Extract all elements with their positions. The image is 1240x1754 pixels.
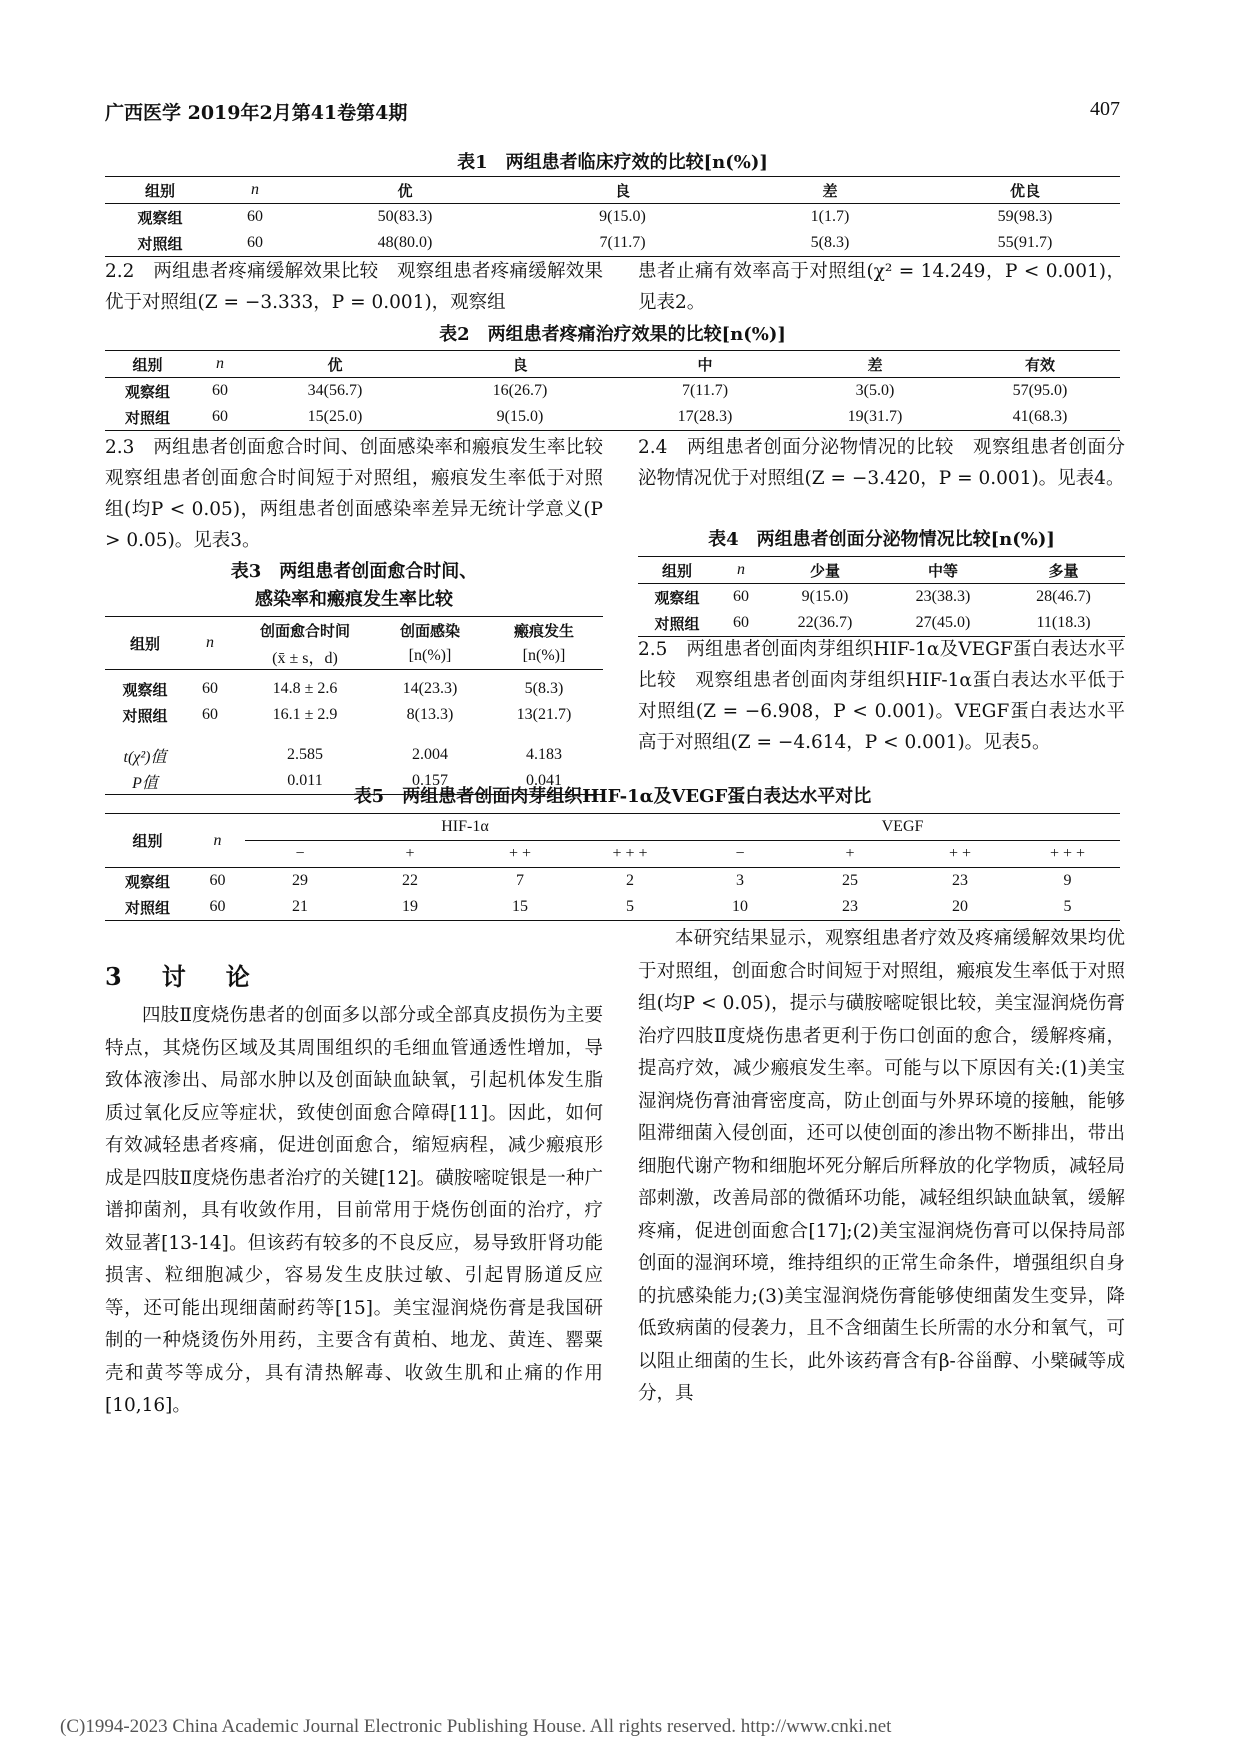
table-cell: 60 (716, 610, 766, 637)
table-header-cell: 创面愈合时间 (235, 617, 375, 644)
table-cell: 60 (733, 588, 749, 605)
table-header-cell: 组别 (105, 177, 215, 204)
table4-caption: 表4 两组患者创面分泌物情况比较[n(%)] (708, 529, 1055, 550)
discussion-right: 本研究结果显示，观察组患者疗效及疼痛缓解效果均优于对照组，创面愈合时间短于对照组，瘢痕发生率低于对照组(均P < 0.05)，提示与磺胺嘧啶银比较，美宝湿润烧伤膏治疗四肢Ⅱ度烧伤患者更利于伤口创面的愈合，缓解疼痛，提高疗效，减少瘢痕发生率。可能与以下原因有关:(1)美宝湿润烧伤膏油膏密度高，防止创面与外界环境的接触，能够阻滞细菌入侵创面，还可以使创面的渗出物不断排出，带出细胞代谢产物和细胞坏死分解后所释放的化学物质，减轻局部刺激，改善局部的微循环功能，减轻组织缺血缺氧，缓解疼痛，促进创面愈合[17];(2)美宝湿润烧伤膏可以保持局部创面的湿润环境，维持组织的正常生命条件，增强组织自身的抗感染能力;(3)美宝湿润烧伤膏能够使细菌发生变异，降低致病菌的侵袭力，且不含细菌生长所需的水分和氧气，可以阻止细菌的生长，此外该药膏含有β-谷甾醇、小檗碱等成分，具 (638, 928, 1125, 1404)
table-subheader-cell: + + + (575, 841, 685, 868)
table-header-row (638, 557, 1125, 584)
table-cell: 3 (736, 872, 744, 889)
table-header-cell: 中等 (884, 557, 1002, 584)
table-subheader-cell: − (245, 841, 355, 868)
table-header-cell: 多量 (1002, 557, 1125, 584)
table3-caption (105, 558, 603, 614)
table-cell: 对照组 (105, 404, 190, 431)
table-cell: 2.585 (287, 746, 323, 763)
table4 (638, 556, 1125, 637)
table-header-cell: HIF-1α (245, 814, 685, 841)
section-2-5: 2.5 两组患者创面肉芽组织HIF-1α及VEGF蛋白表达水平比较 观察组患者创面肉芽组织HIF-1α蛋白表达水平低于对照组(Z = −6.908，P < 0.001)。VEGF蛋白表达水平高于对照组(Z = −4.614，P < 0.001)。见表5。 (638, 639, 1125, 753)
table-header-cell: 组别 (105, 814, 190, 868)
table-cell: t(χ²)值 (123, 748, 167, 766)
table-cell: 4.183 (526, 746, 562, 763)
table1 (105, 176, 1120, 257)
table-cell: 0.041 (485, 768, 603, 795)
table-row (105, 868, 1120, 895)
table-cell: 19(31.7) (790, 404, 960, 431)
table-cell: 9(15.0) (801, 588, 849, 605)
table-cell: 1(1.7) (810, 208, 850, 225)
table-cell: 22 (402, 872, 418, 889)
table-cell: 2 (626, 872, 634, 889)
table-header-cell: 优良 (930, 177, 1120, 204)
table-row (105, 404, 1120, 431)
table3-caption-line: 表3 两组患者创面愈合时间、 (230, 561, 478, 582)
table-cell: 25 (842, 872, 858, 889)
table-cell: 19 (355, 894, 465, 921)
table-subheader-cell: + (795, 841, 905, 868)
section-3-title: 3 讨 论 (105, 962, 258, 991)
table-header-cell: VEGF (685, 814, 1120, 841)
table-header-cell: n (190, 351, 250, 378)
table-cell: 16(26.7) (492, 382, 548, 399)
table-header-cell: 创面感染 (375, 617, 485, 644)
table-cell: 48(80.0) (295, 230, 515, 257)
table-subheader-cell: [n(%)] (375, 643, 485, 670)
table-header-row (105, 177, 1120, 204)
table-cell: 观察组 (122, 680, 168, 699)
table-cell: 观察组 (654, 588, 700, 607)
table-row (638, 610, 1125, 637)
table5 (105, 813, 1120, 921)
table-header-cell: 优 (250, 351, 420, 378)
table-cell: 60 (190, 894, 245, 921)
table-subheader-cell: + + (465, 841, 575, 868)
table-subheader-row (105, 841, 1120, 868)
journal-title: 广西医学 2019年2月第41卷第4期 (105, 102, 408, 124)
table-cell: 9 (1063, 872, 1072, 889)
table-header-cell: 差 (790, 351, 960, 378)
section-2-2-left: 2.2 两组患者疼痛缓解效果比较 观察组患者疼痛缓解效果优于对照组(Z = −3.333，P = 0.001)，观察组 (105, 261, 603, 313)
table-cell: P值 (105, 768, 185, 795)
table-cell: 60 (202, 706, 218, 723)
table-cell: 对照组 (122, 706, 168, 725)
discussion-left: 四肢Ⅱ度烧伤患者的创面多以部分或全部真皮损伤为主要特点，其烧伤区域及其周围组织的毛细血管通透性增加，导致体液渗出、局部水肿以及创面缺血缺氧，引起机体发生脂质过氧化反应等症状，致使创面愈合障碍[11]。因此，如何有效减轻患者疼痛，促进创面愈合，缩短病程，减少瘢痕形成是四肢Ⅱ度烧伤患者治疗的关键[12]。磺胺嘧啶银是一种广谱抑菌剂，具有收敛作用，目前常用于烧伤创面的治疗，疗效显著[13-14]。但该药有较多的不良反应，易导致肝肾功能损害、粒细胞减少，容易发生皮肤过敏、引起胃肠道反应等，还可能出现细菌耐药等[15]。美宝湿润烧伤膏是我国研制的一种烧烫伤外用药，主要含有黄柏、地龙、黄连、罂粟壳和黄芩等成分，具有清热解毒、收敛生肌和止痛的作用[10,16]。 (105, 1005, 603, 1416)
table-cell: 23 (952, 872, 968, 889)
table-cell: 14.8 ± 2.6 (272, 680, 338, 697)
table-header-row (105, 814, 1120, 841)
table-cell: 55(91.7) (930, 230, 1120, 257)
table-cell: 3(5.0) (855, 382, 895, 399)
section-2-4: 2.4 两组患者创面分泌物情况的比较 观察组患者创面分泌物情况优于对照组(Z = −3.420，P = 0.001)。见表4。 (638, 437, 1125, 489)
table-header-row (105, 351, 1120, 378)
table-cell: 59(98.3) (997, 208, 1053, 225)
table-cell: 14(23.3) (402, 680, 458, 697)
table-cell: 观察组 (124, 872, 170, 891)
table3-caption-line: 感染率和瘢痕发生率比较 (255, 589, 453, 610)
table-cell: 7(11.7) (515, 230, 730, 257)
table1-caption: 表1 两组患者临床疗效的比较[n(%)] (457, 152, 768, 173)
table-cell: 5 (1015, 894, 1120, 921)
table5-caption: 表5 两组患者创面肉芽组织HIF-1α及VEGF蛋白表达水平对比 (353, 786, 872, 807)
table-cell: 对照组 (105, 894, 190, 921)
table-row (105, 230, 1120, 257)
table-row (105, 894, 1120, 921)
page-number: 407 (1090, 98, 1120, 120)
table-cell: 23 (795, 894, 905, 921)
table-subheader-cell: [n(%)] (485, 643, 603, 670)
table-header-cell: 差 (730, 177, 930, 204)
table-cell: 23(38.3) (915, 588, 971, 605)
table-subheader-cell: − (685, 841, 795, 868)
table-cell: 20 (905, 894, 1015, 921)
table-header-cell: 组别 (105, 617, 185, 670)
table3 (105, 616, 603, 795)
table-cell: 29 (292, 872, 308, 889)
table-cell: 17(28.3) (620, 404, 790, 431)
table-cell: 7(11.7) (681, 382, 729, 399)
table-cell: 0.011 (235, 768, 375, 795)
table-cell: 57(95.0) (1012, 382, 1068, 399)
table-cell: 60 (209, 872, 226, 889)
table-row (105, 670, 603, 703)
table-cell: 41(68.3) (960, 404, 1120, 431)
table-cell: 22(36.7) (766, 610, 884, 637)
table-cell: 60 (247, 208, 263, 225)
table-subheader-cell: + (355, 841, 465, 868)
table-header-cell: 优 (295, 177, 515, 204)
table2 (105, 350, 1120, 431)
table-header-cell: 中 (620, 351, 790, 378)
table-header-cell: 组别 (638, 557, 716, 584)
table-cell: 27(45.0) (884, 610, 1002, 637)
table-cell: 50(83.3) (377, 208, 433, 225)
table-header-cell: 良 (515, 177, 730, 204)
table-row (105, 702, 603, 728)
table-header-cell: n (185, 617, 235, 670)
table-cell: 5 (575, 894, 685, 921)
table-subheader-cell: + + + (1015, 841, 1120, 868)
table-cell (185, 728, 235, 768)
running-header (105, 98, 1120, 128)
section-2-2-right: 患者止痛有效率高于对照组(χ² = 14.249，P < 0.001)，见表2。 (638, 261, 1125, 313)
table-cell: 2.004 (412, 746, 448, 763)
table-header-cell: 良 (420, 351, 620, 378)
table-cell: 60 (202, 680, 218, 697)
table-cell: 7 (516, 872, 524, 889)
table-cell: 5(8.3) (730, 230, 930, 257)
table-cell: 28(46.7) (1036, 588, 1091, 605)
table-cell: 9(15.0) (599, 208, 646, 225)
table-cell: 60 (215, 230, 295, 257)
table-header-cell: 组别 (105, 351, 190, 378)
table-row (105, 378, 1120, 405)
table-cell: 0.157 (375, 768, 485, 795)
table2-caption: 表2 两组患者疼痛治疗效果的比较[n(%)] (439, 324, 786, 345)
table-cell: 11(18.3) (1002, 610, 1125, 637)
table-row (638, 584, 1125, 611)
table-header-cell: 瘢痕发生 (485, 617, 603, 644)
table-subheader-cell: + + (905, 841, 1015, 868)
table-cell: 15 (465, 894, 575, 921)
table-cell: 34(56.7) (307, 382, 363, 399)
table-row (105, 204, 1120, 231)
table-cell: 60 (212, 382, 228, 399)
table-cell: 21 (245, 894, 355, 921)
table-subheader-cell: (x̄ ± s，d) (235, 643, 375, 670)
table-stat-row (105, 728, 603, 768)
table-cell: 10 (685, 894, 795, 921)
table-cell: 60 (190, 404, 250, 431)
table-cell: 13(21.7) (516, 706, 572, 723)
table-cell: 对照组 (105, 230, 215, 257)
table-cell: 观察组 (137, 208, 183, 227)
table-cell: 15(25.0) (250, 404, 420, 431)
table-cell: 9(15.0) (420, 404, 620, 431)
section-2-3: 2.3 两组患者创面愈合时间、创面感染率和瘢痕发生率比较 观察组患者创面愈合时间短于对照组，瘢痕发生率低于对照组(均P < 0.05)，两组患者创面感染率差异无统计学意义(P > 0.05)。见表3。 (105, 437, 622, 551)
table-header-cell: 有效 (960, 351, 1120, 378)
copyright-footer: (C)1994-2023 China Academic Journal Electronic Publishing House. All rights reserved. http://www.cnki.net (60, 1716, 892, 1737)
table-header-cell: n (716, 557, 766, 584)
table-header-row (105, 617, 603, 644)
table-header-cell: n (215, 177, 295, 204)
table-cell: 8(13.3) (406, 706, 454, 723)
table-header-cell: n (190, 814, 245, 868)
table-cell: 观察组 (124, 382, 170, 401)
table-cell: 对照组 (638, 610, 716, 637)
table-header-cell: 少量 (766, 557, 884, 584)
table-cell: 16.1 ± 2.9 (272, 706, 338, 723)
table-cell: 5(8.3) (524, 680, 564, 697)
